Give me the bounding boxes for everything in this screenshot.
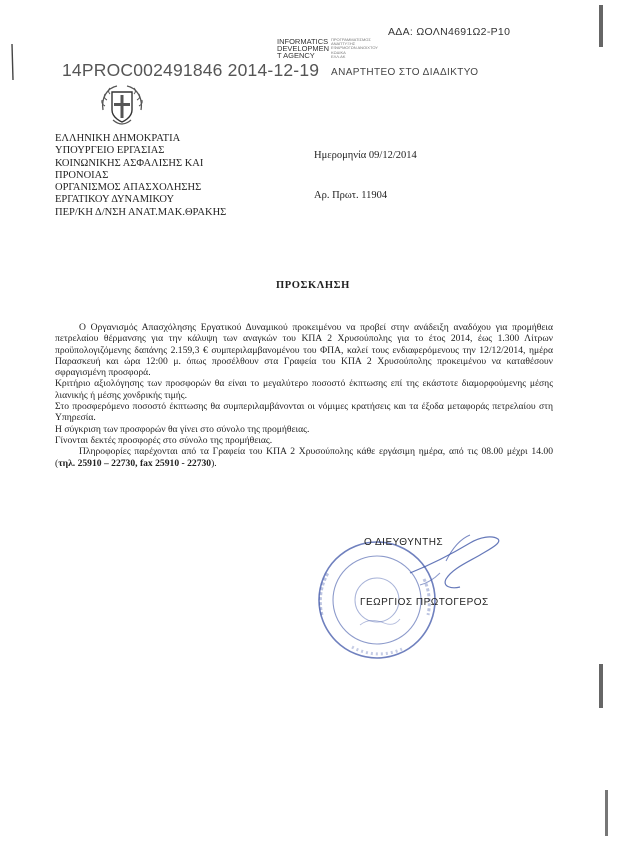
protocol-number: Αρ. Πρωτ. 11904 — [314, 190, 388, 201]
document-body — [55, 322, 553, 469]
contact-phone: τηλ. 25910 – 22730, fax 25910 - 22730 — [58, 457, 212, 469]
greek-emblem-icon — [95, 80, 149, 132]
info-small-line: ΕΦΑΡΜΟΓΩΝ ΑΝΟΙΧΤΟΥ — [331, 45, 378, 51]
contact-text: Πληροφορίες παρέχονται από τα Γραφεία του ΚΠΑ 2 Χρυσούπολης κάθε εργάσιμη ημέρα, από τις 08.00 μέχρι 14.00 ( — [55, 446, 553, 469]
informatics-stamp — [277, 38, 329, 59]
sender-line: ΠΕΡ/ΚΗ Δ/ΝΣΗ ΑΝΑΤ.ΜΑΚ.ΘΡΑΚΗΣ — [55, 206, 227, 218]
signatory-name: ΓΕΩΡΓΙΟΣ ΠΡΩΤΟΓΕΡΟΣ — [360, 597, 489, 608]
informatics-stamp-small — [331, 38, 391, 59]
scan-mark — [11, 44, 14, 80]
body-paragraph: Ο Οργανισμός Απασχόλησης Εργατικού Δυναμικού προκειμένου να προβεί στην ανάδειξη αναδόχου για προμήθεια πετρελαίου θέρμανσης για την κάλυψη των αναγκών του ΚΠΑ 2 Χρυσούπολης για το έτος 2014, έως 1.300 Λίτρων προϋπολογιζόμενης δαπάνης 2.159,3 € συμπεριλαμβανομένου του ΦΠΑ, καλεί τους ενδιαφερόμενους την 12/12/2014, ημέρα Παρασκευή και ώρα 12:00 μ. όπως προσέλθουν στα Γραφεία του ΚΠΑ 2 Χρυσούπολης προκειμένου να καταθέσουν σφραγισμένη προσφορά. — [55, 322, 553, 379]
body-paragraph-contact — [55, 446, 553, 469]
document-date: Ημερομηνία 09/12/2014 — [314, 150, 417, 161]
contact-end: ). — [211, 457, 217, 469]
info-small-line: ΕΛΛ.ΑΚ — [331, 53, 346, 59]
sender-line: ΠΡΟΝΟΙΑΣ — [55, 169, 109, 181]
body-paragraph: Κριτήριο αξιολόγησης των προσφορών θα είναι το μεγαλύτερο ποσοστό έκπτωσης επί της εκάστοτε διαμορφούμενης μέσης λιανικής ή μέσης χονδρικής τιμής. — [55, 378, 553, 401]
body-paragraph: Η σύγκριση των προσφορών θα γίνει στο σύνολο της προμήθειας. — [55, 423, 310, 435]
info-small-line: ΑΝΑΠΤΥΞΗΣ — [331, 41, 356, 47]
body-paragraph: Στο προσφερόμενο ποσοστό έκπτωσης θα συμπεριλαμβάνονται οι νόμιμες κρατήσεις και τα έξοδα μεταφοράς πετρελαίου στη Υπηρεσία. — [55, 401, 553, 424]
sender-line: ΥΠΟΥΡΓΕΙΟ ΕΡΓΑΣΙΑΣ — [55, 145, 165, 157]
scan-edge-mark — [605, 790, 608, 836]
info-small-line: ΠΡΟΓΡΑΜΜΑΤΙΣΜΟΣ — [331, 37, 371, 42]
sender-line: ΕΡΓΑΤΙΚΟΥ ΔΥΝΑΜΙΚΟΥ — [55, 194, 175, 206]
protocol-stamp: 14PROC002491846 2014-12-19 — [62, 60, 320, 80]
ada-code: ΑΔΑ: ΩΟΛΝ4691Ω2-Ρ10 — [388, 26, 511, 38]
document-title: ΠΡΟΣΚΛΗΣΗ — [276, 280, 350, 291]
info-small-line: ΚΩΔΙΚΑ — [331, 49, 346, 55]
sender-block — [55, 133, 226, 219]
info-line: INFORMATICS — [277, 37, 329, 46]
sender-line: ΟΡΓΑΝΙΣΜΟΣ ΑΠΑΣΧΟΛΗΣΗΣ — [55, 182, 202, 194]
body-paragraph: Γίνονται δεκτές προσφορές στο σύνολο της προμήθειας. — [55, 434, 273, 446]
info-line: DEVELOPMEN — [277, 44, 330, 53]
scan-edge-mark — [599, 5, 603, 47]
published-label: ΑΝΑΡΤΗΤΕΟ ΣΤΟ ΔΙΑΔΙΚΤΥΟ — [331, 67, 479, 78]
scan-edge-mark — [599, 664, 603, 708]
sender-line: ΕΛΛΗΝΙΚΗ ΔΗΜΟΚΡΑΤΙΑ — [55, 133, 181, 144]
signatory-title: Ο ΔΙΕΥΘΥΝΤΗΣ — [364, 537, 444, 548]
info-line: T AGENCY — [277, 51, 315, 60]
sender-line: ΚΟΙΝΩΝΙΚΗΣ ΑΣΦΑΛΙΣΗΣ ΚΑΙ — [55, 157, 204, 169]
